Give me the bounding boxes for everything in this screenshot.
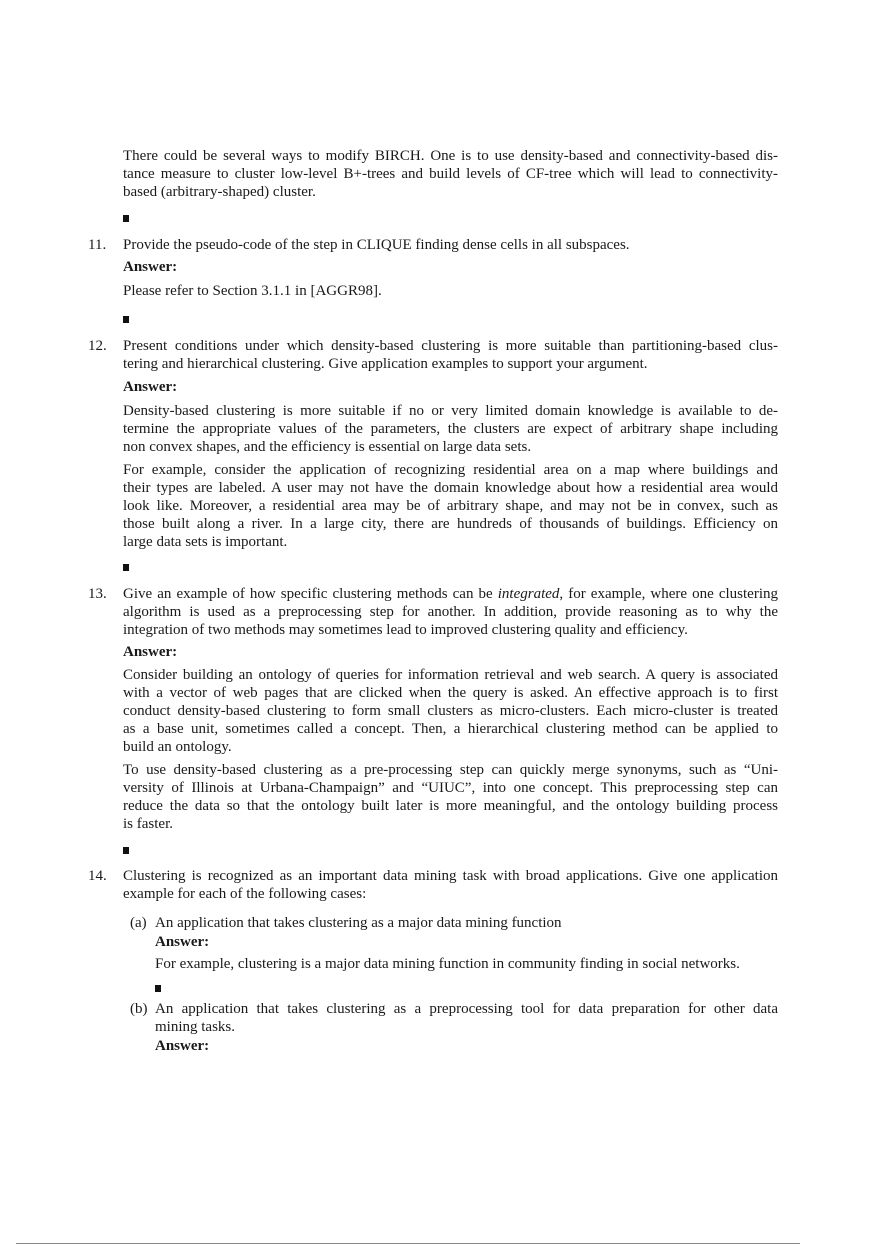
question-number: 12. [88,338,107,354]
answer-text: reduce the data so that the ontology built later is more meaningful, and the ontology building process [123,798,778,814]
question-text-part: Give an example of how specific clustering methods can be [123,586,498,602]
answer-text: To use density-based clustering as a pre-processing step can quickly merge synonyms, such as “Uni- [123,762,778,778]
question-text: Provide the pseudo-code of the step in CLIQUE finding dense cells in all subspaces. [123,237,630,253]
question-number: 14. [88,868,107,884]
page-bottom-rule [16,1243,800,1244]
subquestion-text: An application that takes clustering as a major data mining function [155,915,562,931]
answer-label: Answer: [123,379,178,395]
question-number: 13. [88,586,107,602]
answer-text: look like. Moreover, a residential area may be of arbitrary shape, and may not be in convex, such as [123,498,778,514]
question-text: Clustering is recognized as an important data mining task with broad applications. Give one application [123,868,778,884]
text-line: tance measure to cluster low-level B+-trees and build levels of CF-tree which will lead to connectivity- [123,166,778,182]
answer-text: with a vector of web pages that are clicked when the query is asked. An effective approach is to first [123,685,778,701]
end-of-proof-mark [123,564,129,571]
answer-label: Answer: [123,259,178,275]
end-of-proof-mark [123,847,129,854]
subquestion-label: (b) [130,1001,148,1017]
answer-text: Density-based clustering is more suitable if no or very limited domain knowledge is available to de- [123,403,778,419]
question-text: algorithm is used as a preprocessing step for another. In addition, provide reasoning as to why the [123,604,778,620]
text-line: based (arbitrary-shaped) cluster. [123,184,316,200]
question-text [123,585,778,603]
question-text: tering and hierarchical clustering. Give application examples to support your argument. [123,356,648,372]
text-line: There could be several ways to modify BIRCH. One is to use density-based and connectivity-based dis- [123,148,778,164]
answer-text: For example, consider the application of recognizing residential area on a map where buildings and [123,462,778,478]
answer-label: Answer: [155,934,210,950]
answer-text: their types are labeled. A user may not have the domain knowledge about how a residential area would [123,480,778,496]
answer-text: conduct density-based clustering to form small clusters as micro-clusters. Each micro-cluster is treated [123,703,778,719]
answer-text: Please refer to Section 3.1.1 in [AGGR98]. [123,283,382,299]
question-number: 11. [88,237,107,253]
answer-text: as a base unit, sometimes called a concept. Then, a hierarchical clustering method can be applied to [123,721,778,737]
answer-label: Answer: [123,644,178,660]
question-text-italic: integrated [497,586,560,602]
answer-text: is faster. [123,816,173,832]
answer-text: large data sets is important. [123,534,288,550]
question-text: integration of two methods may sometimes lead to improved clustering quality and efficiency. [123,622,688,638]
question-text: example for each of the following cases: [123,886,367,902]
question-text-part: , for example, where one clustering [559,586,779,602]
subquestion-label: (a) [130,915,147,931]
answer-text: For example, clustering is a major data mining function in community finding in social networks. [155,956,740,972]
subquestion-text: An application that takes clustering as a preprocessing tool for data preparation for other data [155,1001,778,1017]
answer-text: non convex shapes, and the efficiency is essential on large data sets. [123,439,532,455]
end-of-proof-mark [123,215,129,222]
question-text: Present conditions under which density-based clustering is more suitable than partitioning-based clus- [123,338,778,354]
end-of-proof-mark [155,985,161,992]
answer-text: versity of Illinois at Urbana-Champaign” and “UIUC”, into one concept. This preprocessing step can [123,780,778,796]
subquestion-text: mining tasks. [155,1019,236,1035]
answer-text: those built along a river. In a large city, there are hundreds of thousands of buildings. Efficiency on [123,516,778,532]
end-of-proof-mark [123,316,129,323]
answer-text: Consider building an ontology of queries for information retrieval and web search. A query is associated [123,667,778,683]
answer-text: build an ontology. [123,739,232,755]
answer-text: termine the appropriate values of the parameters, the clusters are expect of arbitrary shape including [123,421,778,437]
answer-label: Answer: [155,1038,210,1054]
